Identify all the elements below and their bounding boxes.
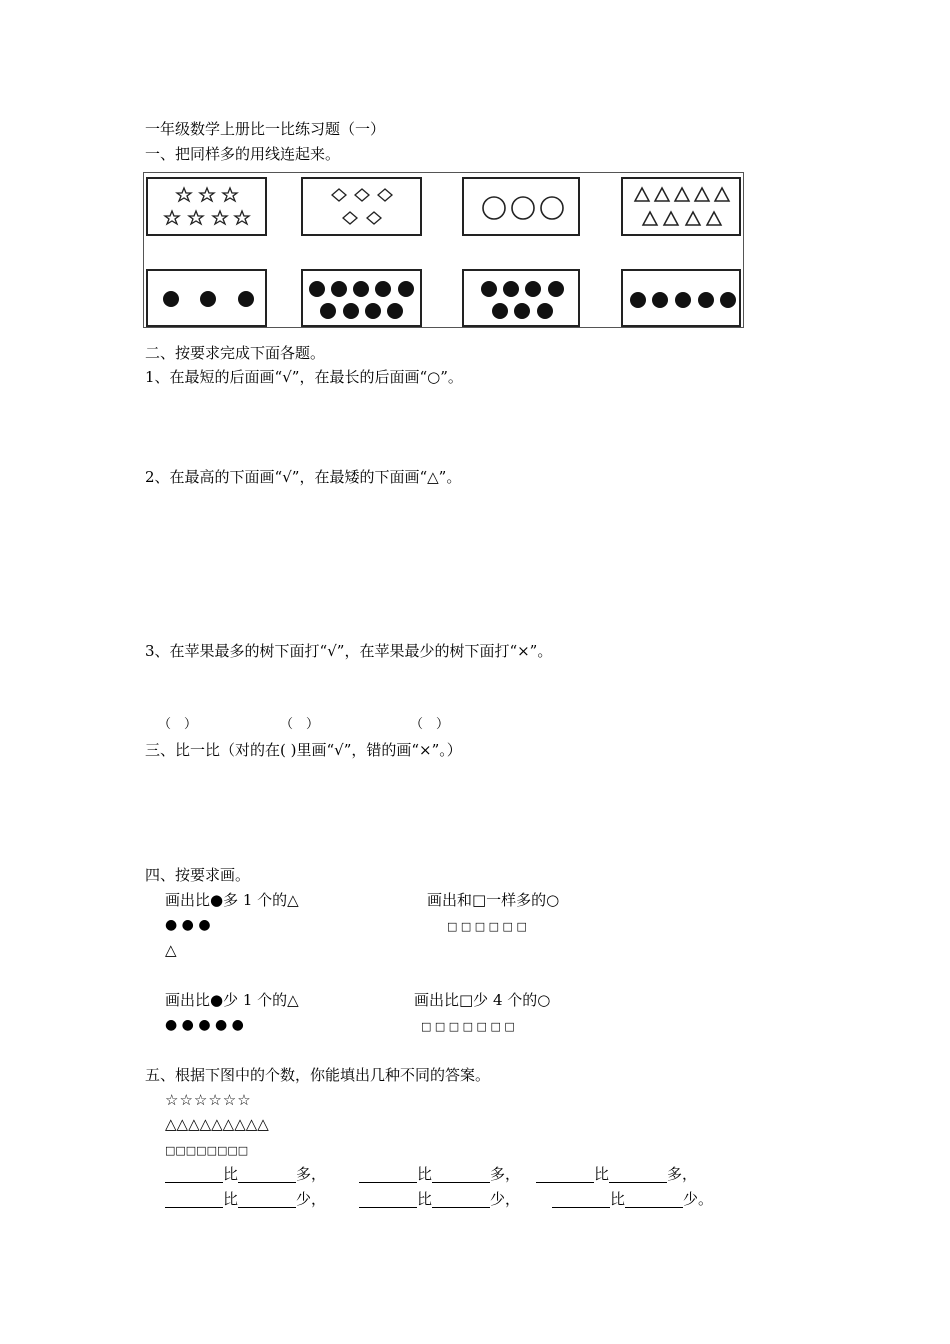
blank[interactable] [359, 1168, 417, 1183]
diamonds-box [301, 177, 422, 236]
blank[interactable] [432, 1193, 490, 1208]
triangles-drawing [623, 179, 743, 238]
diamonds-drawing [303, 179, 424, 238]
circles-box [462, 177, 580, 236]
section-4-heading: 四、按要求画。 [145, 866, 251, 884]
task-c-dots: ● ● ● ● ● [165, 1017, 244, 1033]
fill-row-less [165, 1190, 326, 1208]
word-duo: 多， [296, 1165, 327, 1183]
word-shao: 少， [490, 1190, 521, 1208]
blank[interactable] [238, 1168, 296, 1183]
word-duo: 多， [667, 1165, 698, 1183]
task-a-label: 画出比●多 1 个的△ [165, 891, 299, 909]
dots-7-drawing [464, 271, 582, 329]
section-2-heading: 二、按要求完成下面各题。 [145, 344, 326, 362]
fill-row-less-3 [552, 1190, 713, 1208]
blank[interactable] [238, 1193, 296, 1208]
dots-9-drawing [303, 271, 424, 329]
blank[interactable] [536, 1168, 594, 1183]
fill-row-less-2 [359, 1190, 520, 1208]
blank[interactable] [552, 1193, 610, 1208]
question-2-1: 1、在最短的后面画“√”，在最长的后面画“○”。 [145, 368, 463, 386]
answer-paren-1[interactable]: （ ） [158, 717, 198, 732]
circles-drawing [464, 179, 582, 238]
page-title: 一年级数学上册比一比练习题（一） [145, 120, 386, 138]
fill-row-more-3 [536, 1165, 697, 1183]
blank[interactable] [165, 1168, 223, 1183]
section-1-heading: 一、把同样多的用线连起来。 [145, 145, 341, 163]
word-bi: 比 [223, 1190, 239, 1208]
task-a-answer: △ [165, 941, 177, 959]
answer-paren-2[interactable]: （ ） [280, 717, 320, 732]
triangles-box [621, 177, 741, 236]
squares-row: □□□□□□□□ [165, 1144, 249, 1157]
blank[interactable] [359, 1193, 417, 1208]
word-bi: 比 [223, 1165, 239, 1183]
dots-3-box [146, 269, 267, 327]
dots-5-box [621, 269, 741, 327]
task-b-squares: □ □ □ □ □ □ [447, 920, 527, 933]
triangles-row: △△△△△△△△△ [165, 1115, 269, 1133]
task-d-squares: □ □ □ □ □ □ □ [421, 1020, 515, 1033]
task-c-label: 画出比●少 1 个的△ [165, 991, 299, 1009]
task-b-label: 画出和□一样多的○ [427, 891, 560, 909]
dots-3-drawing [148, 271, 269, 329]
question-2-2: 2、在最高的下面画“√”，在最矮的下面画“△”。 [145, 468, 462, 486]
word-bi: 比 [417, 1190, 433, 1208]
section-3-heading: 三、比一比（对的在( )里画“√”，错的画“×”。） [145, 741, 462, 759]
blank[interactable] [432, 1168, 490, 1183]
word-bi: 比 [610, 1190, 626, 1208]
dots-7-box [462, 269, 580, 327]
matching-figure [143, 172, 744, 328]
task-a-dots: ● ● ● [165, 917, 211, 933]
word-duo: 多， [490, 1165, 521, 1183]
word-bi: 比 [594, 1165, 610, 1183]
answer-paren-3[interactable]: （ ） [410, 717, 450, 732]
section-5-heading: 五、根据下图中的个数，你能填出几种不同的答案。 [145, 1066, 491, 1084]
blank[interactable] [165, 1193, 223, 1208]
dots-5-drawing [623, 271, 743, 329]
blank[interactable] [609, 1168, 667, 1183]
question-2-3: 3、在苹果最多的树下面打“√”，在苹果最少的树下面打“×”。 [145, 642, 553, 660]
word-bi: 比 [417, 1165, 433, 1183]
stars-drawing [148, 179, 269, 238]
word-shao: 少， [296, 1190, 327, 1208]
stars-box [146, 177, 267, 236]
blank[interactable] [625, 1193, 683, 1208]
dots-9-box [301, 269, 422, 327]
fill-row-more-2 [359, 1165, 520, 1183]
stars-row: ☆☆☆☆☆☆ [165, 1091, 252, 1109]
task-d-label: 画出比□少 4 个的○ [414, 991, 551, 1009]
word-shao: 少。 [683, 1190, 714, 1208]
fill-row-more [165, 1165, 326, 1183]
